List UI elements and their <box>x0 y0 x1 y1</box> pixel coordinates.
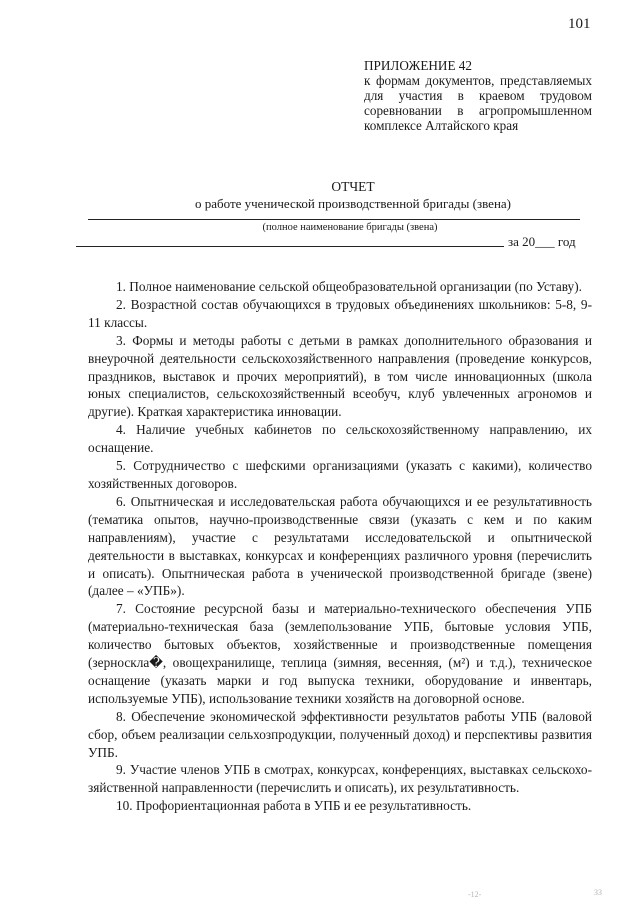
item-1: 1. Полное наименование сельской общеобразовательной организации (по Уставу). <box>116 279 582 294</box>
report-title: ОТЧЕТ <box>331 179 375 194</box>
brigade-name-caption: (полное наименование бригады (звена) <box>262 222 438 233</box>
item-2: 2. Возрастной состав обучающихся в трудовых объединениях школьников: 5-8, 9-11 классы. <box>88 296 592 330</box>
item-10: 10. Профориентационная работа в УПБ и ее результативность. <box>116 798 472 814</box>
report-subtitle: о работе ученической производственной бригады (звена) <box>194 196 512 211</box>
scan-mark: -12- <box>468 890 482 899</box>
item-9: 9. Участие членов УПБ в смотрах, конкурсах, конференциях, выставках сельскохо-зяйственной направленности (перечислить и описать), их результативность. <box>88 762 592 796</box>
item-6: 6. Опытническая и исследовательская работа обучающихся и ее результативность (тематика опытов, научно-производственные связи (указать с кем и по каким направлениям), участие с результатами исследовательской и опытнической деятельности в выставках, конкурсах и конференциях различного уровня (перечислить и описать). Опытническая работа в ученической производственной бригаде (звене) (далее – «УПБ»). <box>88 493 592 599</box>
item-8: 8. Обеспечение экономической эффективности результатов работы УПБ (валовой сбор, объем реализации сельхозпродукции, полученный доход) и перспективы развития УПБ. <box>88 708 592 760</box>
appendix-block <box>364 58 592 133</box>
brigade-name-line <box>88 219 580 220</box>
year-line <box>76 246 504 247</box>
appendix-text: к формам документов, представляемых для участия в краевом трудовом соревновании в агропромышленном комплексе Алтайского края <box>364 73 592 133</box>
scan-mark: ЗЗ <box>594 888 603 897</box>
page-number: 101 <box>568 16 591 32</box>
report-items <box>88 278 592 815</box>
year-label: за 20___ год <box>508 234 576 249</box>
item-7: 7. Состояние ресурсной базы и материально-технического обеспечения УПБ (материально-техническая база (землепользование УПБ, бытовые условия УПБ, количество бытовых объектов, хозяйственные и производственные помещения (зерноскла�, овощехранилище, теплица (зимняя, весенняя, (м²) и т.д.), техническое оснащение (указать марки и год выпуска техники, оборудование и инвентарь, используемые УПБ), использование техники хозяйств на договорной основе. <box>88 601 592 706</box>
item-5: 5. Сотрудничество с шефскими организациями (указать с какими), количество хозяйственных договоров. <box>88 458 592 491</box>
appendix-title: ПРИЛОЖЕНИЕ 42 <box>364 58 472 73</box>
item-4: 4. Наличие учебных кабинетов по сельскохозяйственному направлению, их оснащение. <box>88 422 592 456</box>
item-3: 3. Формы и методы работы с детьми в рамках дополнительного образования и внеурочной деятельности сельскохозяйственного направления (проведение конкурсов, праздников, выставок и прочих мероприятий), в том числе инновационных (школа юных специалистов, сельскохозяйственный всеобуч, клуб увлеченных агрономов и другие). Краткая характеристика инновации. <box>88 332 592 420</box>
